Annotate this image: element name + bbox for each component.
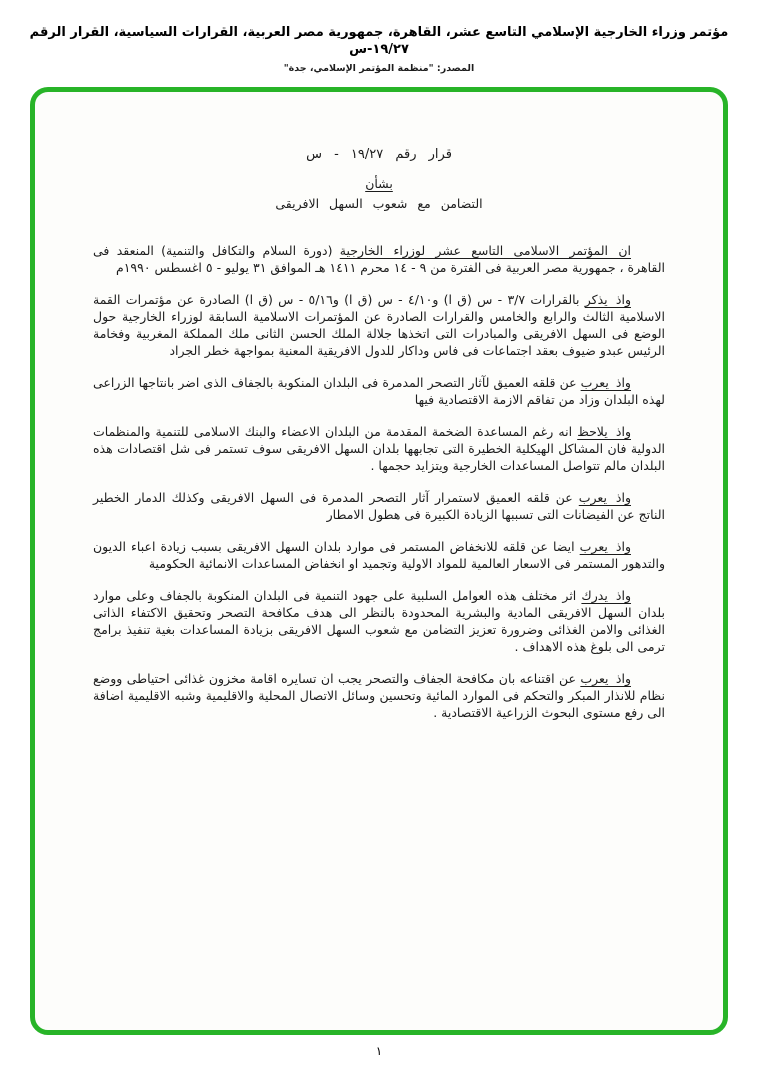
clause-text: انه رغم المساعدة الضخمة المقدمة من البلدان الاعضاء والبنك الاسلامى للتنمية والمنظمات الدولية فان المشاكل الهيكلية الخطيرة التى تجابهها بلدان السهل الافريقى سوف تستمر فى شل اقتصادات هذه البلدان مالم تتواصل المساعدات الخارجية ويتزايد حجمها . [93, 424, 665, 473]
clause-paragraph [93, 374, 665, 408]
scanned-document-body [93, 146, 665, 721]
clause-text: اثر مختلف هذه العوامل السلبية على جهود التنمية فى البلدان المنكوبة بالجفاف وعلى موارد بلدان السهل الافريقى المادية والبشرية المحدودة بالنظر الى هدف مكافحة التصحر وتحقيق الاكتفاء الذاتى الغذائى والامن الغذائى وضرورة تعزيز التضامن مع شعوب السهل الافريقى بزيادة المساعدات بغية تنفيذ برامج ترمى الى بلوغ هذه الاهداف . [93, 588, 665, 654]
clause-lead: واذ يعرب [578, 490, 631, 505]
resolution-number: قرار رقم ١٩/٢٧ - س [306, 147, 452, 162]
resolution-regarding-label: بشأن [365, 176, 393, 191]
source-line: المصدر: "منظمة المؤتمر الإسلامي، جدة" [283, 63, 475, 74]
page-number: ١ [375, 1044, 383, 1058]
resolution-subject: التضامن مع شعوب السهل الافريقى [275, 196, 483, 211]
clause-lead: واذ يذكر [584, 292, 631, 307]
clause-text: (دورة السلام والتكافل والتنمية) المنعقد فى القاهرة ، جمهورية مصر العربية فى الفترة من ٩ - ١٤ محرم ١٤١١ هـ الموافق ٣١ يوليو - ٥ اغسطس ١٩٩٠م [93, 243, 665, 275]
clause-lead: ان المؤتمر الاسلامى التاسع عشر لوزراء الخارجية [339, 243, 631, 258]
document-header-title: مؤتمر وزراء الخارجية الإسلامي التاسع عشر، القاهرة، جمهورية مصر العربية، القرارات السياسية، القرار الرقم ١٩/٢٧-س [29, 25, 729, 57]
clause-paragraph [93, 538, 665, 572]
clause-paragraph [93, 291, 665, 359]
clause-text: عن اقتناعه بان مكافحة الجفاف والتصحر يجب ان تسايره اقامة مخزون غذائى احتياطى ووضع نظام للانذار المبكر والتحكم فى الموارد المائية وتحسين وسائل الاتصال المحلية والاقليمية وشبه الاقليمية اضافة الى رفع مستوى البحوث الزراعية الاقتصادية . [93, 671, 665, 720]
clause-lead: واذ يعرب [579, 539, 631, 554]
clause-paragraph [93, 489, 665, 523]
clause-text: عن قلقه العميق لاستمرار آثار التصحر المدمرة فى السهل الافريقى وكذلك الدمار الخطير الناتج عن الفيضانات التى تسببها الزيادة الكبيرة فى هطول الامطار [93, 490, 665, 522]
clause-lead: واذ يعرب [580, 375, 631, 390]
clause-paragraph [93, 242, 665, 276]
clause-paragraph [93, 670, 665, 721]
scanned-document-frame [30, 87, 728, 1035]
clause-paragraph [93, 587, 665, 655]
resolution-title-block [93, 146, 665, 212]
clause-lead: واذ يدرك [581, 588, 632, 603]
clause-text: عن قلقه العميق لآثار التصحر المدمرة فى البلدان المنكوبة بالجفاف الذى اضر بانتاجها الزراعى لهذه البلدان وزاد من تفاقم الازمة الاقتصادية فيها [93, 375, 665, 407]
clause-text: ايضا عن قلقه للانخفاض المستمر فى موارد بلدان السهل الافريقى بسبب زيادة اعباء الديون والتدهور المستمر فى الاسعار العالمية للمواد الاولية وتجميد او انخفاض المساعدات الانمائية الحكومية [93, 539, 665, 571]
clause-lead: واذ يلاحظ [577, 424, 631, 439]
clause-lead: واذ يعرب [580, 671, 631, 686]
clause-text: بالقرارات ٣/٧ - س (ق ا) و٤/١٠ - س (ق ا) و٥/١٦ - س (ق ا) الصادرة عن مؤتمرات القمة الاسلامية الثالث والرابع والخامس والقرارات الصادرة عن المؤتمرات الاسلامية السابقة لوزراء الخارجية حول الوضع فى السهل الافريقى والمبادرات التى اتخذها جلالة الملك الحسن الثانى ملك المملكة المغربية وفخامة الرئيس عبدو ضيوف بعقد اجتماعات فى فاس وداكار للدول الافريقية المعنية بمواجهة خطر الجراد [93, 292, 665, 358]
clause-paragraph [93, 423, 665, 474]
